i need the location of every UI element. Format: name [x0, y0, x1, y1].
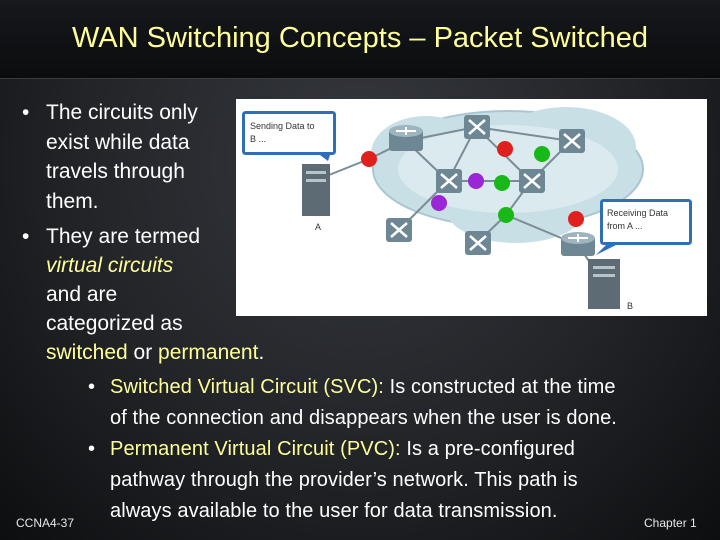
atm-switch-icon — [436, 169, 462, 193]
bullet1-line1: The circuits only — [46, 101, 198, 124]
bullet-marker: • — [22, 101, 30, 124]
server-icon — [588, 259, 620, 309]
sub-bullet-marker: • — [88, 438, 96, 460]
packet-network-diagram — [236, 99, 707, 316]
atm-switch-icon — [519, 169, 545, 193]
sub-bullet-marker: • — [88, 376, 96, 398]
pvc-term: Permanent Virtual Circuit (PVC): — [110, 438, 401, 460]
bullet1-line4: them. — [46, 189, 99, 213]
footer-course-code: CCNA4-37 — [16, 516, 75, 530]
bullet2-line1: They are termed — [46, 225, 201, 248]
router-icon — [389, 125, 423, 151]
pvc-line2: pathway through the provider’s network. This path is — [110, 469, 578, 491]
slide-title: WAN Switching Concepts – Packet Switched — [72, 22, 648, 54]
svc-term: Switched Virtual Circuit (SVC): — [110, 376, 384, 398]
atm-switch-icon — [559, 129, 585, 153]
svc-line1 — [110, 372, 616, 403]
svc-line2: of the connection and disappears when the user is done. — [110, 407, 617, 429]
pvc-desc: Is a pre-configured — [400, 438, 576, 460]
bullet2-virtual-circuits: virtual circuits — [46, 254, 174, 277]
atm-switch-icon — [386, 218, 412, 242]
packet-green — [498, 207, 514, 223]
svc-desc: Is constructed at the time — [383, 376, 616, 398]
receiving-callout-line1: Receiving Data — [607, 208, 669, 218]
sending-callout-line1: Sending Data to — [250, 121, 315, 131]
pvc-line3: always available to the user for data transmission. — [110, 500, 558, 522]
bullet2-line4: categorized as — [46, 312, 183, 335]
bullet-marker: • — [22, 225, 30, 248]
atm-switch-icon — [465, 231, 491, 255]
host-a-label: A — [315, 222, 322, 232]
footer-chapter: Chapter 1 — [644, 516, 697, 530]
or-text: or — [127, 341, 159, 364]
host-b-label: B — [627, 301, 634, 311]
packet-red — [361, 151, 377, 167]
switched-term: switched — [46, 341, 128, 364]
packet-purple — [431, 195, 447, 211]
sending-callout-line2: B ... — [250, 134, 267, 144]
packet-green — [494, 175, 510, 191]
packet-green — [534, 146, 550, 162]
receiving-callout-line2: from A ... — [607, 221, 643, 231]
packet-purple — [468, 173, 484, 189]
title-bar — [0, 0, 720, 79]
period: . — [258, 341, 265, 364]
router-icon — [561, 232, 595, 256]
sending-callout — [242, 111, 336, 161]
server-icon — [302, 164, 330, 216]
bullet1-line2: exist while data — [46, 130, 190, 154]
bullet2-line5 — [46, 338, 264, 368]
packet-red — [568, 211, 584, 227]
packet-red — [497, 141, 513, 157]
bullet1-line3: travels through — [46, 160, 185, 183]
permanent-term: permanent — [158, 341, 259, 364]
bullet2-line3: and are — [46, 283, 118, 306]
pvc-line1 — [110, 434, 575, 465]
atm-switch-icon — [464, 115, 490, 139]
